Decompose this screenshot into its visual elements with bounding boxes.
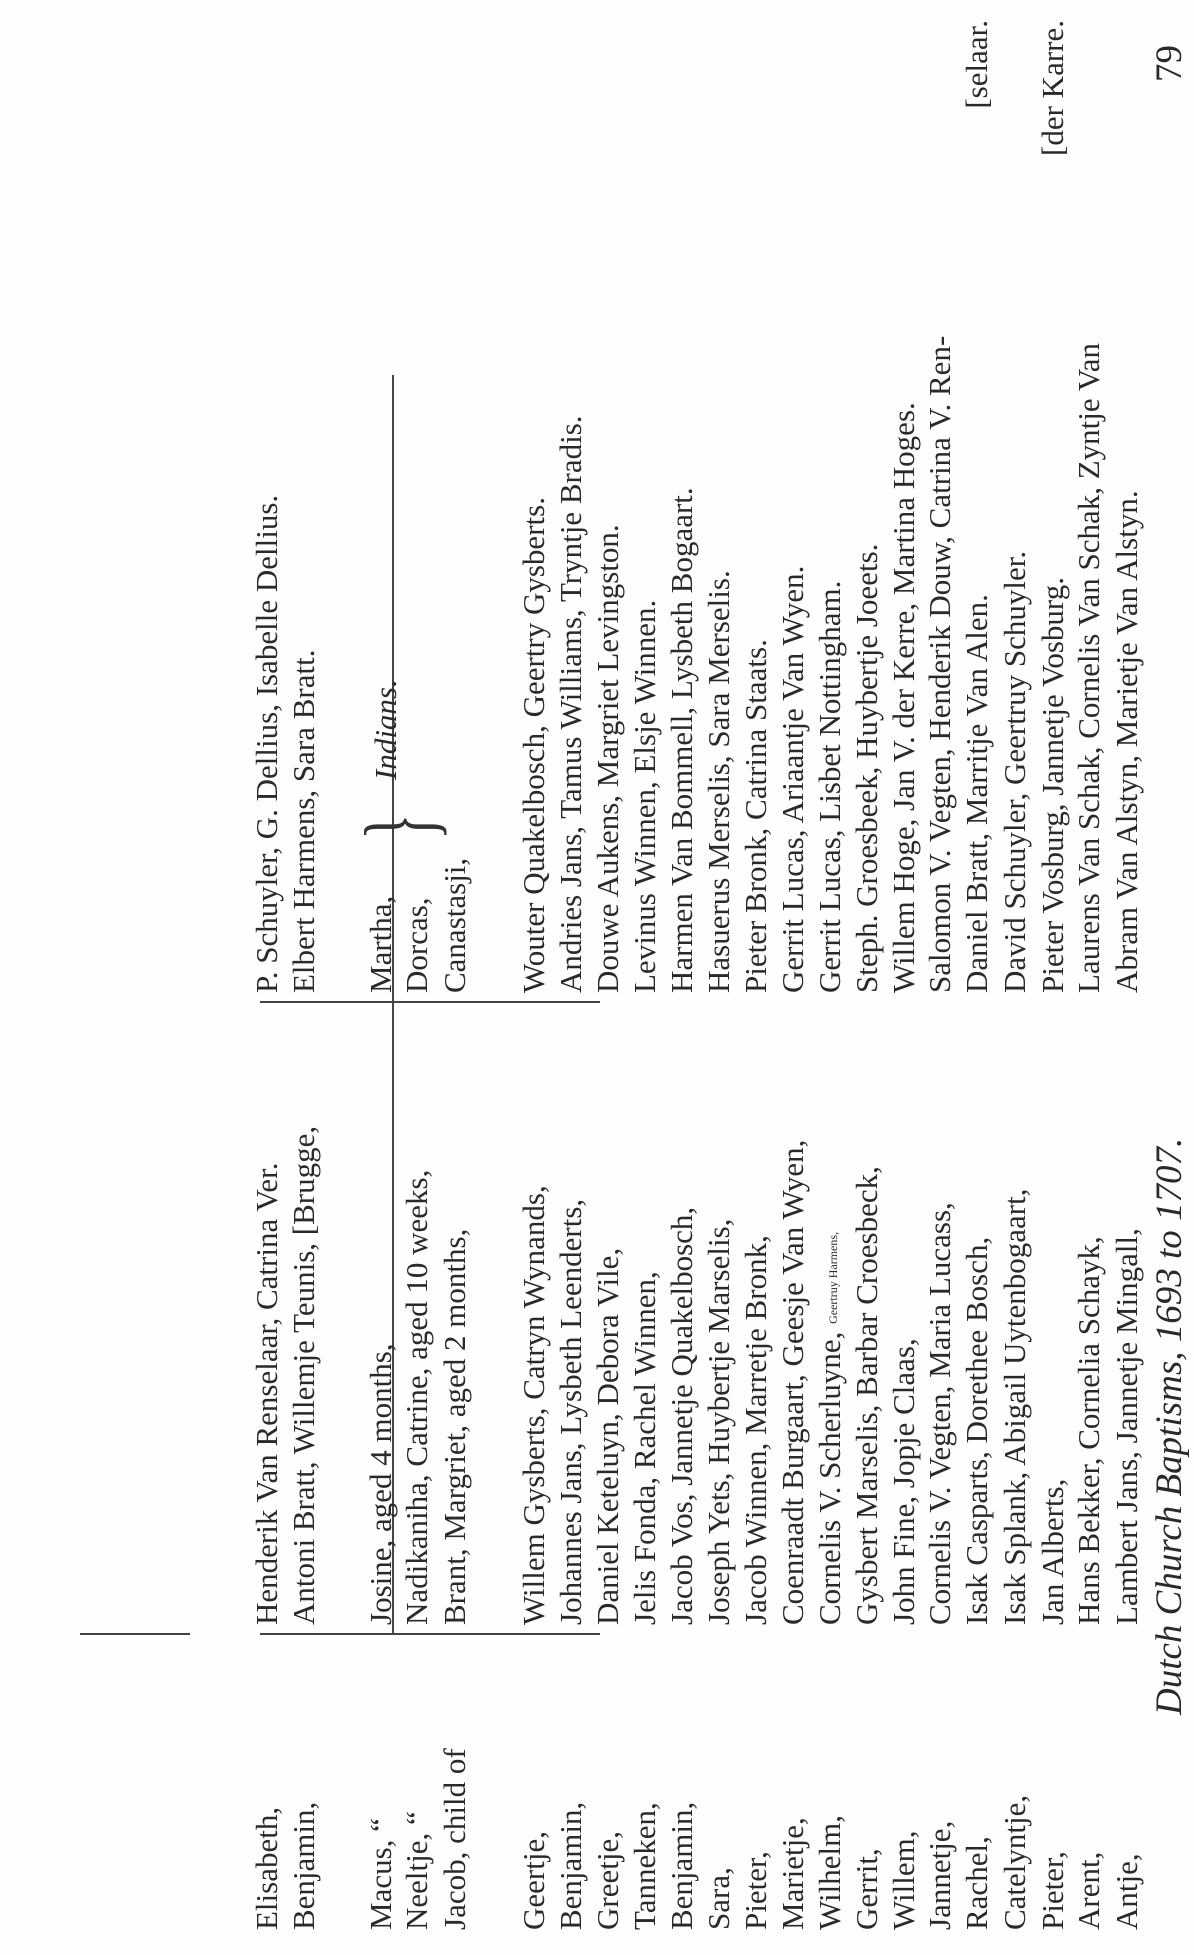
sponsors: Hasuerus Merselis, Sara Merselis. <box>701 570 736 993</box>
entry-row <box>774 0 812 1955</box>
parents: Joseph Yets, Huybertje Marselis, <box>701 1218 736 1625</box>
child-name: Arent, <box>1071 1851 1106 1930</box>
entry-row <box>700 0 738 1955</box>
sponsors: Willem Hoge, Jan V. der Kerre, Martina Hoges. <box>886 402 921 993</box>
running-head <box>1150 15 1190 1715</box>
parents: Isak Splank, Abigail Uytenbogaart, <box>997 1188 1032 1625</box>
entry-row <box>362 0 400 1955</box>
child-name: Pieter, <box>1035 1851 1070 1930</box>
parents: Henderik Van Renselaar, Catrina Ver. <box>249 1162 284 1625</box>
sponsors: Levinus Winnen, Elsje Winnen. <box>627 599 662 993</box>
parents: Nadikaniha, Catrine, aged 10 weeks, <box>399 1169 434 1625</box>
child-name: Geertje, <box>516 1831 551 1930</box>
entry-row <box>1070 0 1108 1955</box>
indians-label: Indians. <box>368 679 403 780</box>
child-name: Tanneken, <box>627 1802 662 1930</box>
entry-row <box>398 0 436 1955</box>
entry-row <box>848 0 886 1955</box>
parents: Josine, aged 4 months, <box>363 1343 398 1625</box>
child-name: Macus, “ <box>363 1818 398 1930</box>
parents-main: Cornelis V. Scherluyne, <box>812 1331 847 1625</box>
sponsors: Gerrit Lucas, Ariaantje Van Wyen. <box>775 565 810 993</box>
sponsors: Abram Van Alstyn, Marietje Van Alstyn. <box>1109 490 1144 993</box>
entry-row <box>663 0 701 1955</box>
parents: Jacob Winnen, Marretje Bronk, <box>738 1235 773 1625</box>
child-name: Benjamin, <box>664 1801 699 1930</box>
continuation-note: [selaar. <box>959 20 994 109</box>
parents: Jacob Vos, Jannetje Quakelbosch, <box>664 1206 699 1625</box>
parents: Jelis Fonda, Rachel Winnen, <box>627 1271 662 1625</box>
entry-row <box>958 0 996 1955</box>
child-name: Greetje, <box>590 1831 625 1930</box>
parents: Coenraadt Burgaart, Geesje Van Wyen, <box>775 1139 810 1625</box>
parents: Jan Alberts, <box>1035 1478 1070 1625</box>
entry-row <box>436 0 474 1955</box>
parents: Hans Bekker, Cornelia Schayk, <box>1071 1236 1106 1625</box>
child-name: Benjamin, <box>286 1801 321 1930</box>
entry-row <box>921 0 959 1955</box>
child-name: Jannetje, <box>922 1820 957 1930</box>
sponsors: Martha, <box>363 895 398 993</box>
entry-row <box>626 0 664 1955</box>
entry-row <box>285 0 323 1955</box>
entry-row <box>996 0 1034 1955</box>
child-name: Pieter, <box>738 1851 773 1930</box>
parents: Cornelis V. Vegten, Maria Lucass, <box>922 1202 957 1625</box>
parents: Daniel Keteluyn, Debora Vile, <box>590 1247 625 1625</box>
brace-glyph: } <box>344 813 455 840</box>
parents: Brant, Margriet, aged 2 months, <box>437 1228 472 1625</box>
child-name: Jacob, child of <box>437 1748 472 1930</box>
column-rule-indians <box>80 1633 190 1635</box>
sponsors: Dorcas, <box>399 897 434 993</box>
child-name: Rachel, <box>959 1836 994 1930</box>
sponsors: Gerrit Lucas, Lisbet Nottingham. <box>812 580 847 993</box>
sponsors: David Schuyler, Geertruy Schuyler. <box>997 550 1032 993</box>
sponsors: Harmen Van Bommell, Lysbeth Bogaart. <box>664 487 699 993</box>
entry-row <box>885 0 923 1955</box>
entry-row <box>515 0 553 1955</box>
entry-row <box>811 0 849 1955</box>
sponsors: Andries Jans, Tamus Williams, Tryntje Bradis. <box>553 415 588 993</box>
entry-row <box>737 0 775 1955</box>
entry-row <box>1108 0 1146 1955</box>
child-name: Wilhelm, <box>812 1815 847 1930</box>
entry-row <box>248 0 286 1955</box>
entry-row <box>589 0 627 1955</box>
child-name: Marietje, <box>775 1817 810 1930</box>
sponsors: P. Schuyler, G. Dellius, Isabelle Dellius. <box>249 494 284 993</box>
sponsors: Salomon V. Vegten, Henderik Douw, Catrina V. Ren- <box>922 335 957 993</box>
entry-row <box>552 0 590 1955</box>
sponsors: Laurens Van Schak, Cornelis Van Schak, Zyntje Van <box>1071 342 1106 993</box>
child-name: Catelyntje, <box>997 1794 1032 1930</box>
child-name: Elisabeth, <box>249 1806 284 1930</box>
parents: Johannes Jans, Lysbeth Leenderts, <box>553 1198 588 1625</box>
child-name: Gerrit, <box>849 1848 884 1930</box>
parents: Lambert Jans, Jannetje Mingall, <box>1109 1228 1144 1625</box>
page-number: 79 <box>1149 45 1190 82</box>
parents: Willem Gysberts, Catryn Wynands, <box>516 1185 551 1625</box>
sponsors: Pieter Bronk, Catrina Staats. <box>738 639 773 993</box>
sponsors: Steph. Groesbeek, Huybertje Joeets. <box>849 543 884 993</box>
parents-small-insert: Geertruy Harmens, <box>825 1231 840 1324</box>
parents: Isak Casparts, Dorethee Bosch, <box>959 1236 994 1625</box>
sponsors: Wouter Quakelbosch, Geertry Gysberts. <box>516 497 551 993</box>
child-name: Willem, <box>886 1830 921 1930</box>
child-name: Neeltje, “ <box>399 1811 434 1930</box>
parents: Antoni Bratt, Willemje Teunis, [Brugge, <box>286 1125 321 1625</box>
entry-row <box>1034 0 1072 1955</box>
parents <box>811 1232 852 1625</box>
sponsors: Douwe Aukens, Margriet Levingston. <box>590 524 625 993</box>
child-name: Antje, <box>1109 1853 1144 1930</box>
child-name: Sara, <box>701 1867 736 1930</box>
continuation-note: [der Karre. <box>1035 20 1070 156</box>
running-title: Dutch Church Baptisms, 1693 to 1707. <box>1149 1137 1190 1715</box>
sponsors: Elbert Harmens, Sara Bratt. <box>286 649 321 993</box>
sponsors: Canastasji, <box>437 857 472 993</box>
parents: Gysbert Marselis, Barbar Croesbeck, <box>849 1166 884 1625</box>
sponsors: Daniel Bratt, Marritje Van Alen. <box>959 594 994 993</box>
sponsors: Pieter Vosburg, Jannetje Vosburg. <box>1035 577 1070 993</box>
child-name: Benjamin, <box>553 1801 588 1930</box>
parents: John Fine, Jopje Claas, <box>886 1338 921 1625</box>
